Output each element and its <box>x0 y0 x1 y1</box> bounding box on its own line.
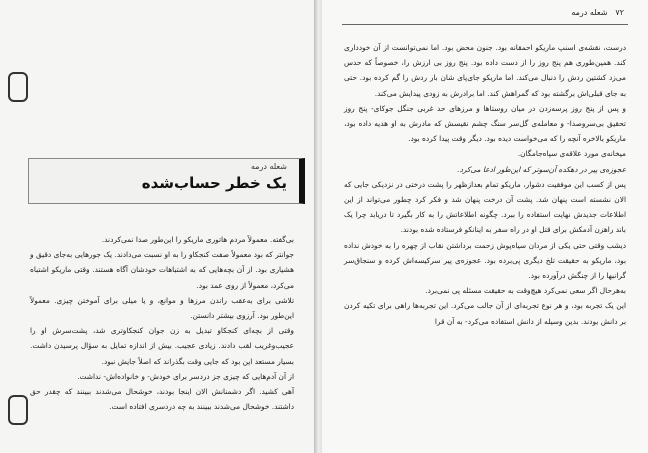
paragraph: پس از کسب این موفقیت دشوار، ماریکو تمام بعدازظهر را پشت درختی در نزدیکی جایی که الان نشسته است پنهان شد. پشت آن درخت پنهان شد و فکر کرد چطور می‌تواند از این اطلاعات جدیدش نهایت استفاده را ببرد. چگونه اطلاعاتش را به کار بگیرد تا دریابد چرا یک باند راهزن آدمکش برای قتل او در راه سفر به اینانکو فرستاده شده بودند. <box>344 179 626 235</box>
chapter-label: شعله درمه <box>250 162 287 171</box>
chapter-title: یک خطر حساب‌شده <box>141 174 287 192</box>
running-head: شعله درمه <box>571 8 608 17</box>
paragraph: آهی کشید. اگر دشمنانش الان اینجا بودند، خوشحال می‌شدند ببینند که چقدر حق داشتند. خوشحال می‌شدند ببینند به چه دردسری افتاده است. <box>30 387 294 412</box>
paragraph: و پس از پنج روز پرسه‌زدن در میان روستاها و مرزهای حد غربی جنگل جوکای- پنج روز تحقیق بی‌سروصدا- و معامله‌ی گل‌سر سنگ چشم نقیسش که مادرش به او هدیه داده بود، ماریکو بالاخره آنچه را که می‌خواست دیده بود. دیگر وقت پیدا کرده بود. <box>344 103 626 144</box>
page-header <box>571 8 624 17</box>
paragraph: دیشب وقتی حتی یکی از مردان سیاه‌پوش زحمت برداشتن نقاب از چهره را به خودش نداده بود، ماریکو به حقیقت تلخ دیگری پی‌برده بود. عجوزه‌ی پیر سرکیسه‌اش کرده و سنجاق‌سر گرانبها را از چنگش درآورده بود. <box>344 240 626 281</box>
right-body-text <box>344 40 626 329</box>
paragraph: این یک تجربه بود، و هر نوع تجربه‌ای از آن جالب می‌کرد. این تجربه‌ها راهی برای تکیه کردن بر دانش بودند. بدین وسیله از دانش استفاده می‌کرد- به آن قرا <box>344 301 626 326</box>
paragraph: تلاشی برای به‌عقب راندن مرزها و موانع، و یا میلی برای آموختن چیزی. معمولاً این‌طور بود. آرزوی بیشتر دانستن. <box>30 295 294 321</box>
page-ornament-top <box>8 72 28 102</box>
paragraph-italic: عجوزه‌ی پیر در دهکده آن‌سوتر که این‌طور ادعا می‌کرد. <box>457 164 626 174</box>
left-page <box>0 0 316 453</box>
page-ornament-bottom <box>8 395 28 425</box>
right-page <box>322 0 648 453</box>
paragraph: درست، نقشه‌ی اسنپ ماریکو احمقانه بود. جنون محض بود. اما نمی‌توانست از آن خودداری کند. همین‌طوری هم پنج روز را از دست داده بود. پنج روز بی ارزش را، خصوصاً که حدس می‌زد کشتین ردش را دنبال می‌کند. اما ماریکو جای‌پای شان بار ردش را گم کرده بود. حتی به جای قبلی‌اش برگشته بود که گمراهش کند. اما برادرش به زودی پیدایش می‌کند. <box>344 43 626 98</box>
left-body-text <box>30 232 294 414</box>
paragraph: وقتی از بچه‌ای کنجکاو تبدیل به زن جوان کنجکاوتری شد، پشت‌سرش او را عجیب‌وغریب لقب دادند. زیادی عجیب. بیش از اندازه تمایل به سؤال پرسیدن داشت. بسیار مستعد این بود که جایی وقت بگذراند که اصلاً جایش نبود. <box>30 326 294 366</box>
paragraph: از آن آدم‌هایی که چیزی جز دردسر برای خودش- و خانواده‌اش- نداشت. <box>77 371 294 381</box>
page-number: ۷۲ <box>615 8 624 17</box>
chapter-header <box>28 158 305 204</box>
paragraph: میخانه‌ی مورد علاقه‌ی سپاه‌جامگان. <box>517 149 626 159</box>
paragraph: بی‌گفته. معمولاً مردم هاتوری ماریکو را این‌طور صدا نمی‌کردند. <box>101 235 294 244</box>
paragraph: جوانتر که بود معمولاً صفت کنجکاو را به او نسبت می‌دادند. یک جورهایی به‌جای دقیق و هشیاری بود. از آن بچه‌هایی که به اشتباهات خودشان آگاه هستند. وقتی ماریکو اشتباه می‌کرد، معمولاً از روی عمد بود. <box>30 250 294 290</box>
paragraph: به‌هرحال اگر سعی نمی‌کرد هیچ‌وقت به حقیقت مسئله پی نمی‌برد. <box>425 286 626 296</box>
header-rule <box>342 24 628 25</box>
